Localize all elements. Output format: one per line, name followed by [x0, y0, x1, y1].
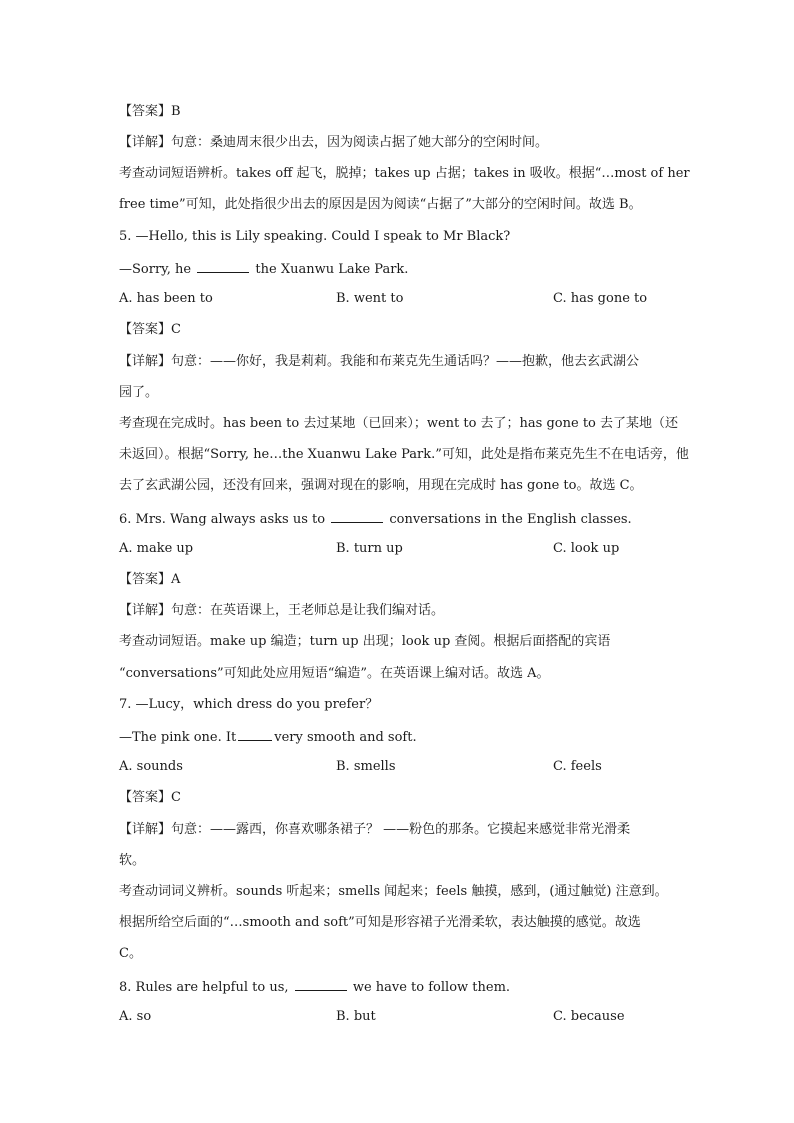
q5-analysis-line-1: 考查现在完成时。has been to 去过某地（已回来）；went to 去了；has gone to 去了某地（还	[119, 416, 679, 431]
q5-option-a: A. has been to	[119, 291, 213, 306]
q5-analysis-line-3: 去了玄武湖公园，还没有回来，强调对现在的影响，用现在完成时 has gone to。故选 C。	[119, 478, 643, 493]
answer-tag: 【答案】	[119, 322, 172, 337]
q5-stem-before-blank: —Sorry, he	[119, 262, 192, 277]
q5-stem-line-2	[119, 258, 408, 280]
q8-option-c: C. because	[553, 1009, 625, 1024]
q7-analysis-line-1: 考查动词词义辨析。sounds 听起来；smells 闻起来；feels 触摸，感到，(通过触觉) 注意到。	[119, 884, 668, 899]
answer-blank	[197, 258, 249, 273]
q6-stem	[119, 508, 632, 530]
q4-analysis-line-2: free time”可知，此处指很少出去的原因是因为阅读“占据了”大部分的空闲时间。故选 B。	[119, 197, 642, 212]
q4-answer	[119, 102, 181, 122]
q5-stem-after-blank: the Xuanwu Lake Park.	[255, 262, 409, 277]
q4-analysis-line-1: 考查动词短语辨析。takes off 起飞，脱掉；takes up 占据；takes in 吸收。根据“…most of her	[119, 166, 690, 181]
q5-detail-line-2: 园了。	[119, 385, 159, 400]
q6-option-b: B. turn up	[336, 541, 403, 556]
answer-letter: C	[171, 790, 181, 805]
q7-analysis-line-2: 根据所给空后面的“…smooth and soft”可知是形容裙子光滑柔软，表达触摸的感觉。故选	[119, 915, 641, 930]
answer-tag: 【答案】	[119, 790, 172, 805]
detail-tag: 【详解】	[119, 354, 172, 369]
q7-detail-line-2: 软。	[119, 853, 146, 868]
q6-detail	[119, 601, 444, 621]
q7-stem-line-2	[119, 726, 417, 748]
answer-tag: 【答案】	[119, 104, 172, 119]
q7-option-c: C. feels	[553, 759, 602, 774]
detail-tag: 【详解】	[119, 603, 172, 618]
q5-detail-line-1	[119, 352, 639, 372]
q5-option-c: C. has gone to	[553, 291, 648, 306]
q4-detail	[119, 133, 548, 153]
q7-answer	[119, 788, 181, 808]
answer-letter: A	[171, 572, 181, 587]
detail-text: 句意：——露西，你喜欢哪条裙子？ ——粉色的那条。它摸起来感觉非常光滑柔	[171, 822, 631, 837]
q7-stem-line-1: 7. —Lucy，which dress do you prefer？	[119, 697, 379, 712]
answer-letter: B	[171, 104, 181, 119]
q7-option-a: A. sounds	[119, 759, 183, 774]
q5-analysis-line-2: 未返回）。根据“Sorry, he…the Xuanwu Lake Park.”可知，此处是指布莱克先生不在电话旁，他	[119, 447, 689, 462]
detail-text: 句意：——你好，我是莉莉。我能和布莱克先生通话吗？——抱歉，他去玄武湖公	[171, 354, 640, 369]
q8-stem-before-blank: 8. Rules are helpful to us,	[119, 980, 289, 995]
q8-option-a: A. so	[119, 1009, 152, 1024]
q6-analysis-line-2: “conversations”可知此处应用短语“编造”。在英语课上编对话。故选 A。	[119, 666, 550, 681]
q6-option-a: A. make up	[119, 541, 194, 556]
q8-stem	[119, 976, 510, 998]
q6-stem-after-blank: conversations in the English classes.	[389, 512, 632, 527]
q7-detail-line-1	[119, 820, 630, 840]
q6-answer	[119, 570, 180, 590]
q7-option-b: B. smells	[336, 759, 396, 774]
detail-tag: 【详解】	[119, 135, 172, 150]
q8-stem-after-blank: we have to follow them.	[352, 980, 511, 995]
answer-blank	[295, 976, 347, 991]
answer-blank	[238, 726, 272, 741]
q5-stem-line-1: 5. —Hello, this is Lily speaking. Could I speak to Mr Black?	[119, 229, 511, 244]
q5-option-b: B. went to	[336, 291, 404, 306]
answer-blank	[331, 508, 383, 523]
q6-option-c: C. look up	[553, 541, 620, 556]
q6-stem-before-blank: 6. Mrs. Wang always asks us to	[119, 512, 326, 527]
answer-tag: 【答案】	[119, 572, 172, 587]
detail-tag: 【详解】	[119, 822, 172, 837]
q7-stem-after-blank: very smooth and soft.	[274, 730, 417, 745]
detail-text: 句意：在英语课上，王老师总是让我们编对话。	[171, 603, 445, 618]
answer-letter: C	[171, 322, 181, 337]
q8-option-b: B. but	[336, 1009, 376, 1024]
q6-analysis-line-1: 考查动词短语。make up 编造；turn up 出现；look up 查阅。根据后面搭配的宾语	[119, 634, 611, 649]
q7-stem-before-blank: —The pink one. It	[119, 730, 237, 745]
q5-answer	[119, 320, 181, 340]
detail-text: 句意：桑迪周末很少出去，因为阅读占据了她大部分的空闲时间。	[171, 135, 549, 150]
q7-analysis-line-3: C。	[119, 946, 142, 961]
